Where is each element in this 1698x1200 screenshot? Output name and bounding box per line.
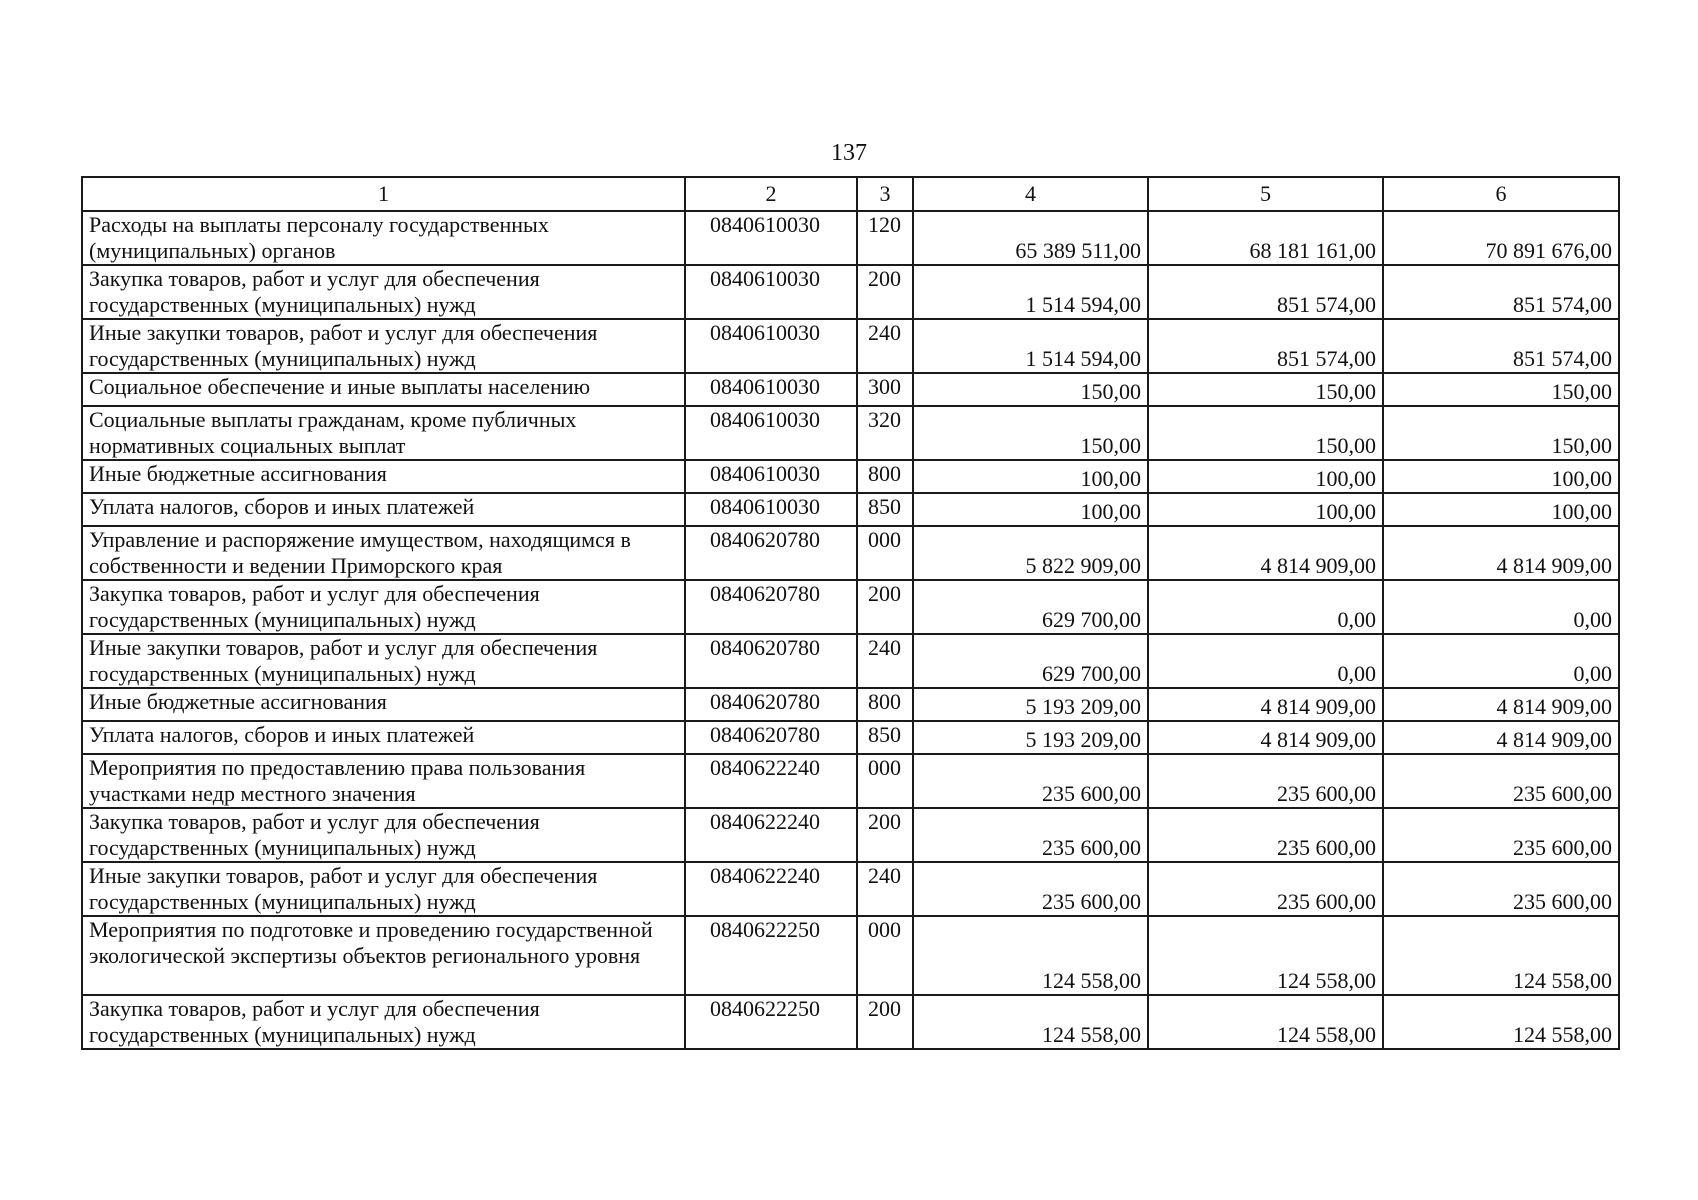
row-code-cell: 0840620780 xyxy=(685,526,857,580)
row-name-cell: Иные бюджетные ассигнования xyxy=(82,460,685,493)
row-amount-col5-cell: 235 600,00 xyxy=(1148,754,1383,808)
row-expense-type-cell: 850 xyxy=(857,493,913,526)
table-row xyxy=(82,808,1619,862)
row-code-cell: 0840622240 xyxy=(685,808,857,862)
row-amount-col4-cell: 235 600,00 xyxy=(913,808,1148,862)
row-amount-col5-cell: 150,00 xyxy=(1148,373,1383,406)
column-header-3: 3 xyxy=(857,177,913,211)
row-expense-type-cell: 200 xyxy=(857,808,913,862)
row-code-cell: 0840620780 xyxy=(685,721,857,754)
row-name-cell: Уплата налогов, сборов и иных платежей xyxy=(82,721,685,754)
table-row xyxy=(82,493,1619,526)
row-code-cell: 0840620780 xyxy=(685,634,857,688)
row-amount-col5-cell: 100,00 xyxy=(1148,493,1383,526)
table-row xyxy=(82,580,1619,634)
row-amount-col4-cell: 65 389 511,00 xyxy=(913,211,1148,265)
row-name-cell: Иные закупки товаров, работ и услуг для обеспечения государственных (муниципальных) нужд xyxy=(82,634,685,688)
row-code-cell: 0840622240 xyxy=(685,754,857,808)
row-amount-col5-cell: 235 600,00 xyxy=(1148,862,1383,916)
row-amount-col4-cell: 5 193 209,00 xyxy=(913,688,1148,721)
row-name-cell: Закупка товаров, работ и услуг для обеспечения государственных (муниципальных) нужд xyxy=(82,995,685,1049)
table-row xyxy=(82,460,1619,493)
row-amount-col6-cell: 851 574,00 xyxy=(1383,265,1619,319)
row-expense-type-cell: 000 xyxy=(857,526,913,580)
row-amount-col6-cell: 0,00 xyxy=(1383,580,1619,634)
row-amount-col5-cell: 150,00 xyxy=(1148,406,1383,460)
row-code-cell: 0840620780 xyxy=(685,688,857,721)
row-name-cell: Управление и распоряжение имуществом, находящимся в собственности и ведении Приморского края xyxy=(82,526,685,580)
row-amount-col5-cell: 4 814 909,00 xyxy=(1148,721,1383,754)
row-code-cell: 0840610030 xyxy=(685,493,857,526)
column-header-5: 5 xyxy=(1148,177,1383,211)
row-name-cell: Закупка товаров, работ и услуг для обеспечения государственных (муниципальных) нужд xyxy=(82,580,685,634)
row-amount-col5-cell: 4 814 909,00 xyxy=(1148,688,1383,721)
row-code-cell: 0840622250 xyxy=(685,916,857,995)
row-code-cell: 0840610030 xyxy=(685,319,857,373)
row-code-cell: 0840622250 xyxy=(685,995,857,1049)
row-name-cell: Иные закупки товаров, работ и услуг для обеспечения государственных (муниципальных) нужд xyxy=(82,319,685,373)
row-amount-col4-cell: 629 700,00 xyxy=(913,580,1148,634)
row-amount-col5-cell: 0,00 xyxy=(1148,634,1383,688)
row-amount-col5-cell: 4 814 909,00 xyxy=(1148,526,1383,580)
column-header-row xyxy=(82,177,1619,211)
row-amount-col5-cell: 851 574,00 xyxy=(1148,319,1383,373)
row-amount-col4-cell: 5 193 209,00 xyxy=(913,721,1148,754)
row-name-cell: Закупка товаров, работ и услуг для обеспечения государственных (муниципальных) нужд xyxy=(82,808,685,862)
row-expense-type-cell: 200 xyxy=(857,580,913,634)
column-header-1: 1 xyxy=(82,177,685,211)
row-code-cell: 0840620780 xyxy=(685,580,857,634)
table-row xyxy=(82,526,1619,580)
row-code-cell: 0840610030 xyxy=(685,460,857,493)
row-name-cell: Расходы на выплаты персоналу государственных (муниципальных) органов xyxy=(82,211,685,265)
budget-table xyxy=(81,176,1620,1050)
table-row xyxy=(82,319,1619,373)
table-row xyxy=(82,265,1619,319)
table-row xyxy=(82,721,1619,754)
row-name-cell: Закупка товаров, работ и услуг для обеспечения государственных (муниципальных) нужд xyxy=(82,265,685,319)
row-amount-col4-cell: 100,00 xyxy=(913,493,1148,526)
table-row xyxy=(82,373,1619,406)
row-amount-col5-cell: 851 574,00 xyxy=(1148,265,1383,319)
row-name-cell: Иные бюджетные ассигнования xyxy=(82,688,685,721)
row-amount-col4-cell: 235 600,00 xyxy=(913,754,1148,808)
row-expense-type-cell: 240 xyxy=(857,319,913,373)
row-amount-col6-cell: 70 891 676,00 xyxy=(1383,211,1619,265)
row-amount-col5-cell: 124 558,00 xyxy=(1148,995,1383,1049)
column-header-6: 6 xyxy=(1383,177,1619,211)
row-code-cell: 0840622240 xyxy=(685,862,857,916)
table-row xyxy=(82,995,1619,1049)
row-amount-col4-cell: 150,00 xyxy=(913,373,1148,406)
row-amount-col6-cell: 0,00 xyxy=(1383,634,1619,688)
row-code-cell: 0840610030 xyxy=(685,406,857,460)
row-amount-col5-cell: 68 181 161,00 xyxy=(1148,211,1383,265)
row-amount-col6-cell: 851 574,00 xyxy=(1383,319,1619,373)
row-amount-col4-cell: 124 558,00 xyxy=(913,995,1148,1049)
row-amount-col4-cell: 629 700,00 xyxy=(913,634,1148,688)
row-expense-type-cell: 120 xyxy=(857,211,913,265)
row-amount-col4-cell: 1 514 594,00 xyxy=(913,265,1148,319)
column-header-4: 4 xyxy=(913,177,1148,211)
table-row xyxy=(82,211,1619,265)
row-name-cell: Мероприятия по предоставлению права пользования участками недр местного значения xyxy=(82,754,685,808)
row-expense-type-cell: 240 xyxy=(857,862,913,916)
page-number: 137 xyxy=(831,140,867,166)
column-header-2: 2 xyxy=(685,177,857,211)
row-amount-col5-cell: 124 558,00 xyxy=(1148,916,1383,995)
row-expense-type-cell: 000 xyxy=(857,916,913,995)
table-row xyxy=(82,916,1619,995)
row-amount-col4-cell: 1 514 594,00 xyxy=(913,319,1148,373)
row-name-cell: Социальное обеспечение и иные выплаты населению xyxy=(82,373,685,406)
row-amount-col6-cell: 235 600,00 xyxy=(1383,862,1619,916)
table-row xyxy=(82,406,1619,460)
row-amount-col6-cell: 4 814 909,00 xyxy=(1383,721,1619,754)
row-amount-col5-cell: 0,00 xyxy=(1148,580,1383,634)
row-expense-type-cell: 240 xyxy=(857,634,913,688)
row-amount-col5-cell: 235 600,00 xyxy=(1148,808,1383,862)
row-expense-type-cell: 000 xyxy=(857,754,913,808)
row-amount-col4-cell: 235 600,00 xyxy=(913,862,1148,916)
row-expense-type-cell: 800 xyxy=(857,688,913,721)
row-amount-col4-cell: 150,00 xyxy=(913,406,1148,460)
row-code-cell: 0840610030 xyxy=(685,265,857,319)
row-amount-col6-cell: 100,00 xyxy=(1383,493,1619,526)
row-name-cell: Мероприятия по подготовке и проведению государственной экологической экспертизы объектов регионального уровня xyxy=(82,916,685,995)
row-name-cell: Иные закупки товаров, работ и услуг для обеспечения государственных (муниципальных) нужд xyxy=(82,862,685,916)
row-expense-type-cell: 200 xyxy=(857,995,913,1049)
row-name-cell: Уплата налогов, сборов и иных платежей xyxy=(82,493,685,526)
row-amount-col6-cell: 235 600,00 xyxy=(1383,808,1619,862)
row-amount-col6-cell: 150,00 xyxy=(1383,373,1619,406)
row-expense-type-cell: 300 xyxy=(857,373,913,406)
row-amount-col4-cell: 100,00 xyxy=(913,460,1148,493)
row-name-cell: Социальные выплаты гражданам, кроме публичных нормативных социальных выплат xyxy=(82,406,685,460)
row-amount-col6-cell: 4 814 909,00 xyxy=(1383,526,1619,580)
row-expense-type-cell: 200 xyxy=(857,265,913,319)
table-body xyxy=(82,177,1619,1049)
row-expense-type-cell: 800 xyxy=(857,460,913,493)
row-expense-type-cell: 320 xyxy=(857,406,913,460)
row-amount-col6-cell: 100,00 xyxy=(1383,460,1619,493)
row-amount-col5-cell: 100,00 xyxy=(1148,460,1383,493)
row-expense-type-cell: 850 xyxy=(857,721,913,754)
row-amount-col4-cell: 124 558,00 xyxy=(913,916,1148,995)
table-row xyxy=(82,634,1619,688)
table-row xyxy=(82,688,1619,721)
row-amount-col4-cell: 5 822 909,00 xyxy=(913,526,1148,580)
table-row xyxy=(82,754,1619,808)
row-amount-col6-cell: 124 558,00 xyxy=(1383,995,1619,1049)
row-amount-col6-cell: 235 600,00 xyxy=(1383,754,1619,808)
row-amount-col6-cell: 124 558,00 xyxy=(1383,916,1619,995)
table-row xyxy=(82,862,1619,916)
row-amount-col6-cell: 150,00 xyxy=(1383,406,1619,460)
row-code-cell: 0840610030 xyxy=(685,373,857,406)
row-code-cell: 0840610030 xyxy=(685,211,857,265)
row-amount-col6-cell: 4 814 909,00 xyxy=(1383,688,1619,721)
